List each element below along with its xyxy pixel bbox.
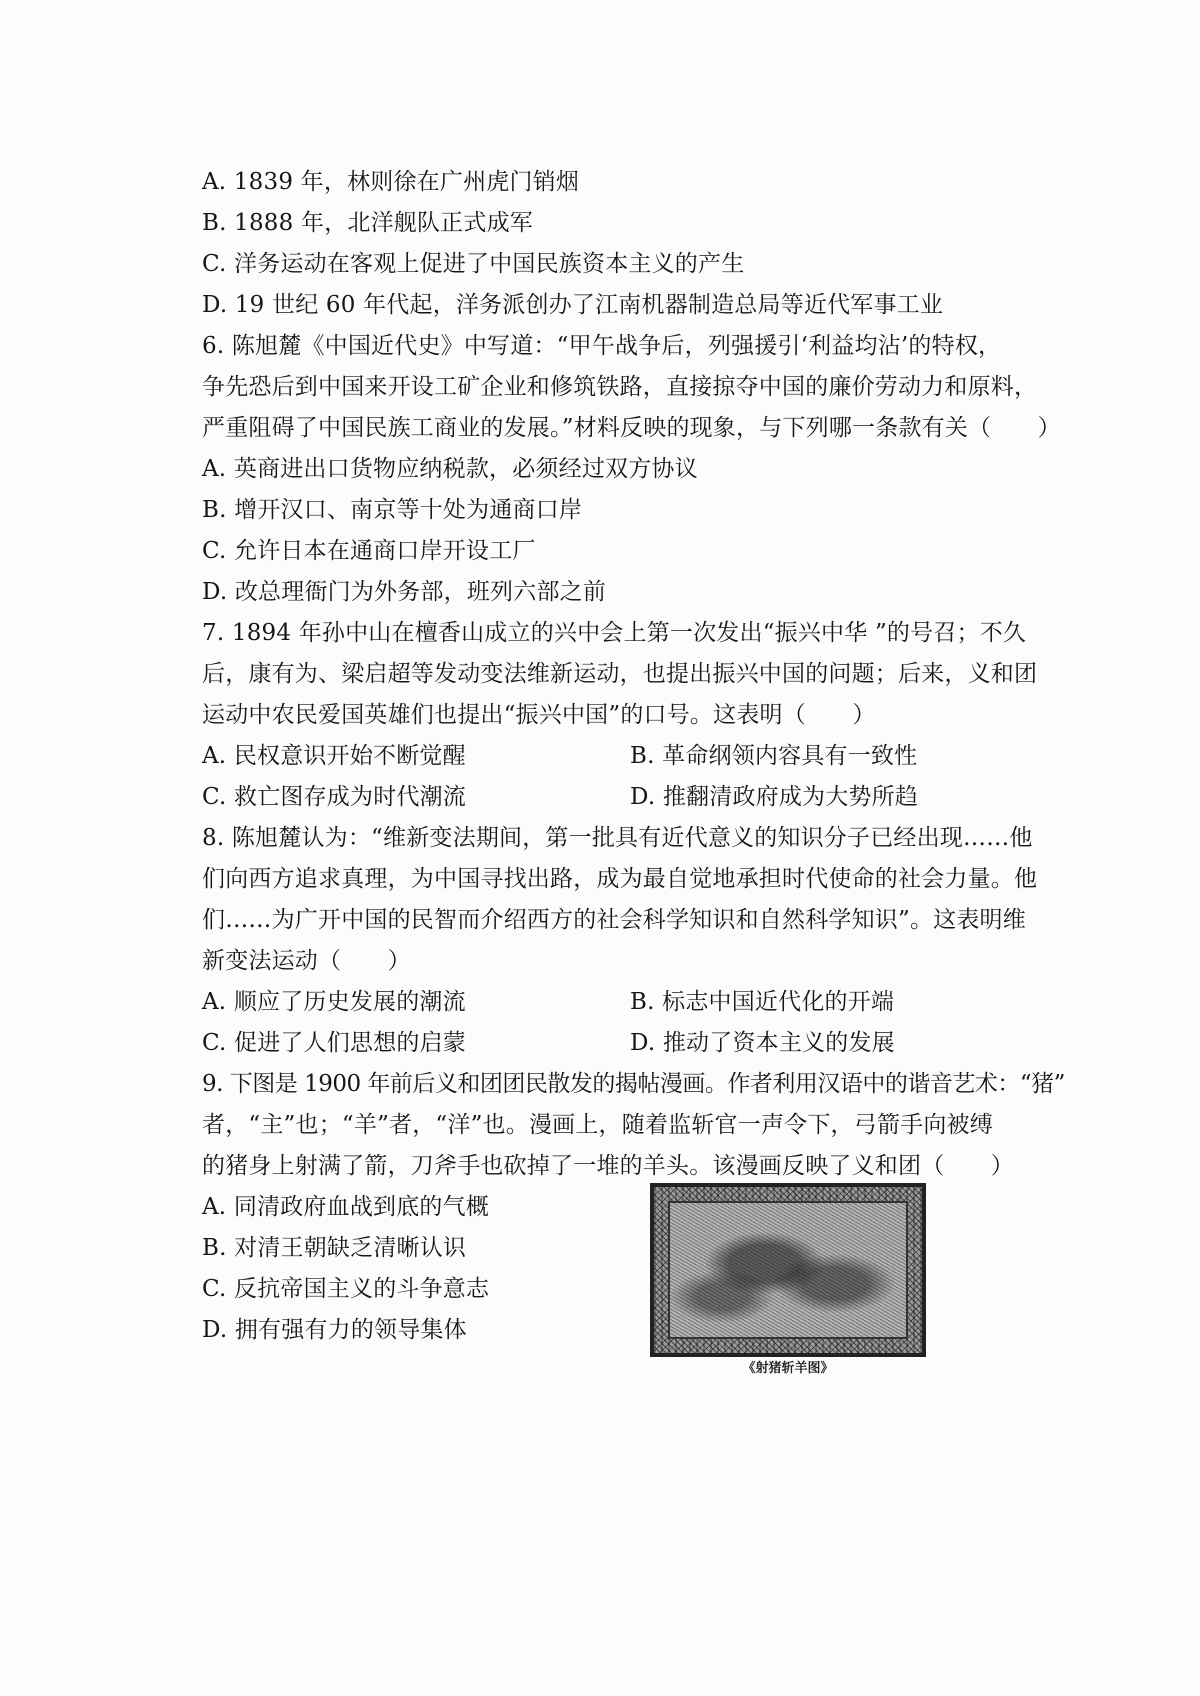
q9-option-b: B. 对清王朝缺乏清晰认识: [202, 1235, 467, 1261]
q7-option-d: D. 推翻清政府成为大势所趋: [630, 784, 919, 810]
q5-option-a: A. 1839 年，林则徐在广州虎门销烟: [202, 169, 580, 195]
q7-option-c: C. 救亡图存成为时代潮流: [202, 784, 467, 810]
q6-option-a: A. 英商进出口货物应纳税款，必须经过双方协议: [202, 456, 698, 482]
q8-option-c: C. 促进了人们思想的启蒙: [202, 1030, 467, 1056]
q9-option-d: D. 拥有强有力的领导集体: [202, 1317, 467, 1343]
q9-stem-line-2: 者，“主”也；“羊”者，“洋”也。漫画上，随着监斩官一声令下，弓箭手向被缚: [202, 1112, 993, 1138]
q6-stem-line-2: 争先恐后到中国来开设工矿企业和修筑铁路，直接掠夺中国的廉价劳动力和原料，: [202, 374, 1038, 400]
q5-option-b: B. 1888 年，北洋舰队正式成军: [202, 210, 533, 236]
q5-option-c: C. 洋务运动在客观上促进了中国民族资本主义的产生: [202, 251, 745, 277]
q5-option-d: D. 19 世纪 60 年代起，洋务派创办了江南机器制造总局等近代军事工业: [202, 292, 944, 318]
q6-option-b: B. 增开汉口、南京等十处为通商口岸: [202, 497, 583, 523]
q6-option-c: C. 允许日本在通商口岸开设工厂: [202, 538, 536, 564]
q9-option-c: C. 反抗帝国主义的斗争意志: [202, 1276, 490, 1302]
q8-stem-line-2: 们向西方追求真理，为中国寻找出路，成为最自觉地承担时代使命的社会力量。他: [202, 866, 1038, 892]
figure-caption: 《射猪斩羊图》: [742, 1361, 834, 1376]
q7-option-b: B. 革命纲领内容具有一致性: [630, 743, 918, 769]
q7-stem-line-3: 运动中农民爱国英雄们也提出“振兴中国”的口号。这表明（ ）: [202, 702, 876, 728]
q7-stem-line-1: 7. 1894 年孙中山在檀香山成立的兴中会上第一次发出“振兴中华 ”的号召；不久: [202, 620, 1027, 646]
q8-stem-line-4: 新变法运动（ ）: [202, 948, 411, 974]
q6-stem-line-1: 6. 陈旭麓《中国近代史》中写道：“甲午战争后，列强援引‘利益均沾’的特权，: [202, 333, 1002, 359]
q8-stem-line-3: 们……为广开中国的民智而介绍西方的社会科学知识和自然科学知识”。这表明维: [202, 907, 1026, 933]
q6-stem-line-3: 严重阻碍了中国民族工商业的发展。”材料反映的现象，与下列哪一条款有关（ ）: [202, 415, 1061, 441]
q9-stem-line-3: 的猪身上射满了箭，刀斧手也砍掉了一堆的羊头。该漫画反映了义和团（ ）: [202, 1153, 1014, 1179]
q9-option-a: A. 同清政府血战到底的气概: [202, 1194, 490, 1220]
q7-stem-line-2: 后，康有为、梁启超等发动变法维新运动，也提出振兴中国的问题；后来，义和团: [202, 661, 1038, 687]
q8-option-b: B. 标志中国近代化的开端: [630, 989, 895, 1015]
q8-option-a: A. 顺应了历史发展的潮流: [202, 989, 466, 1015]
q6-option-d: D. 改总理衙门为外务部，班列六部之前: [202, 579, 607, 605]
q8-option-d: D. 推动了资本主义的发展: [630, 1030, 895, 1056]
cartoon-image: [650, 1183, 926, 1357]
q8-stem-line-1: 8. 陈旭麓认为：“维新变法期间，第一批具有近代意义的知识分子已经出现……他: [202, 825, 1033, 851]
cartoon-image-inner: [668, 1201, 908, 1339]
q7-option-a: A. 民权意识开始不断觉醒: [202, 743, 466, 769]
q9-stem-line-1: 9. 下图是 1900 年前后义和团团民散发的揭帖漫画。作者利用汉语中的谐音艺术：“猪”: [202, 1071, 1065, 1097]
